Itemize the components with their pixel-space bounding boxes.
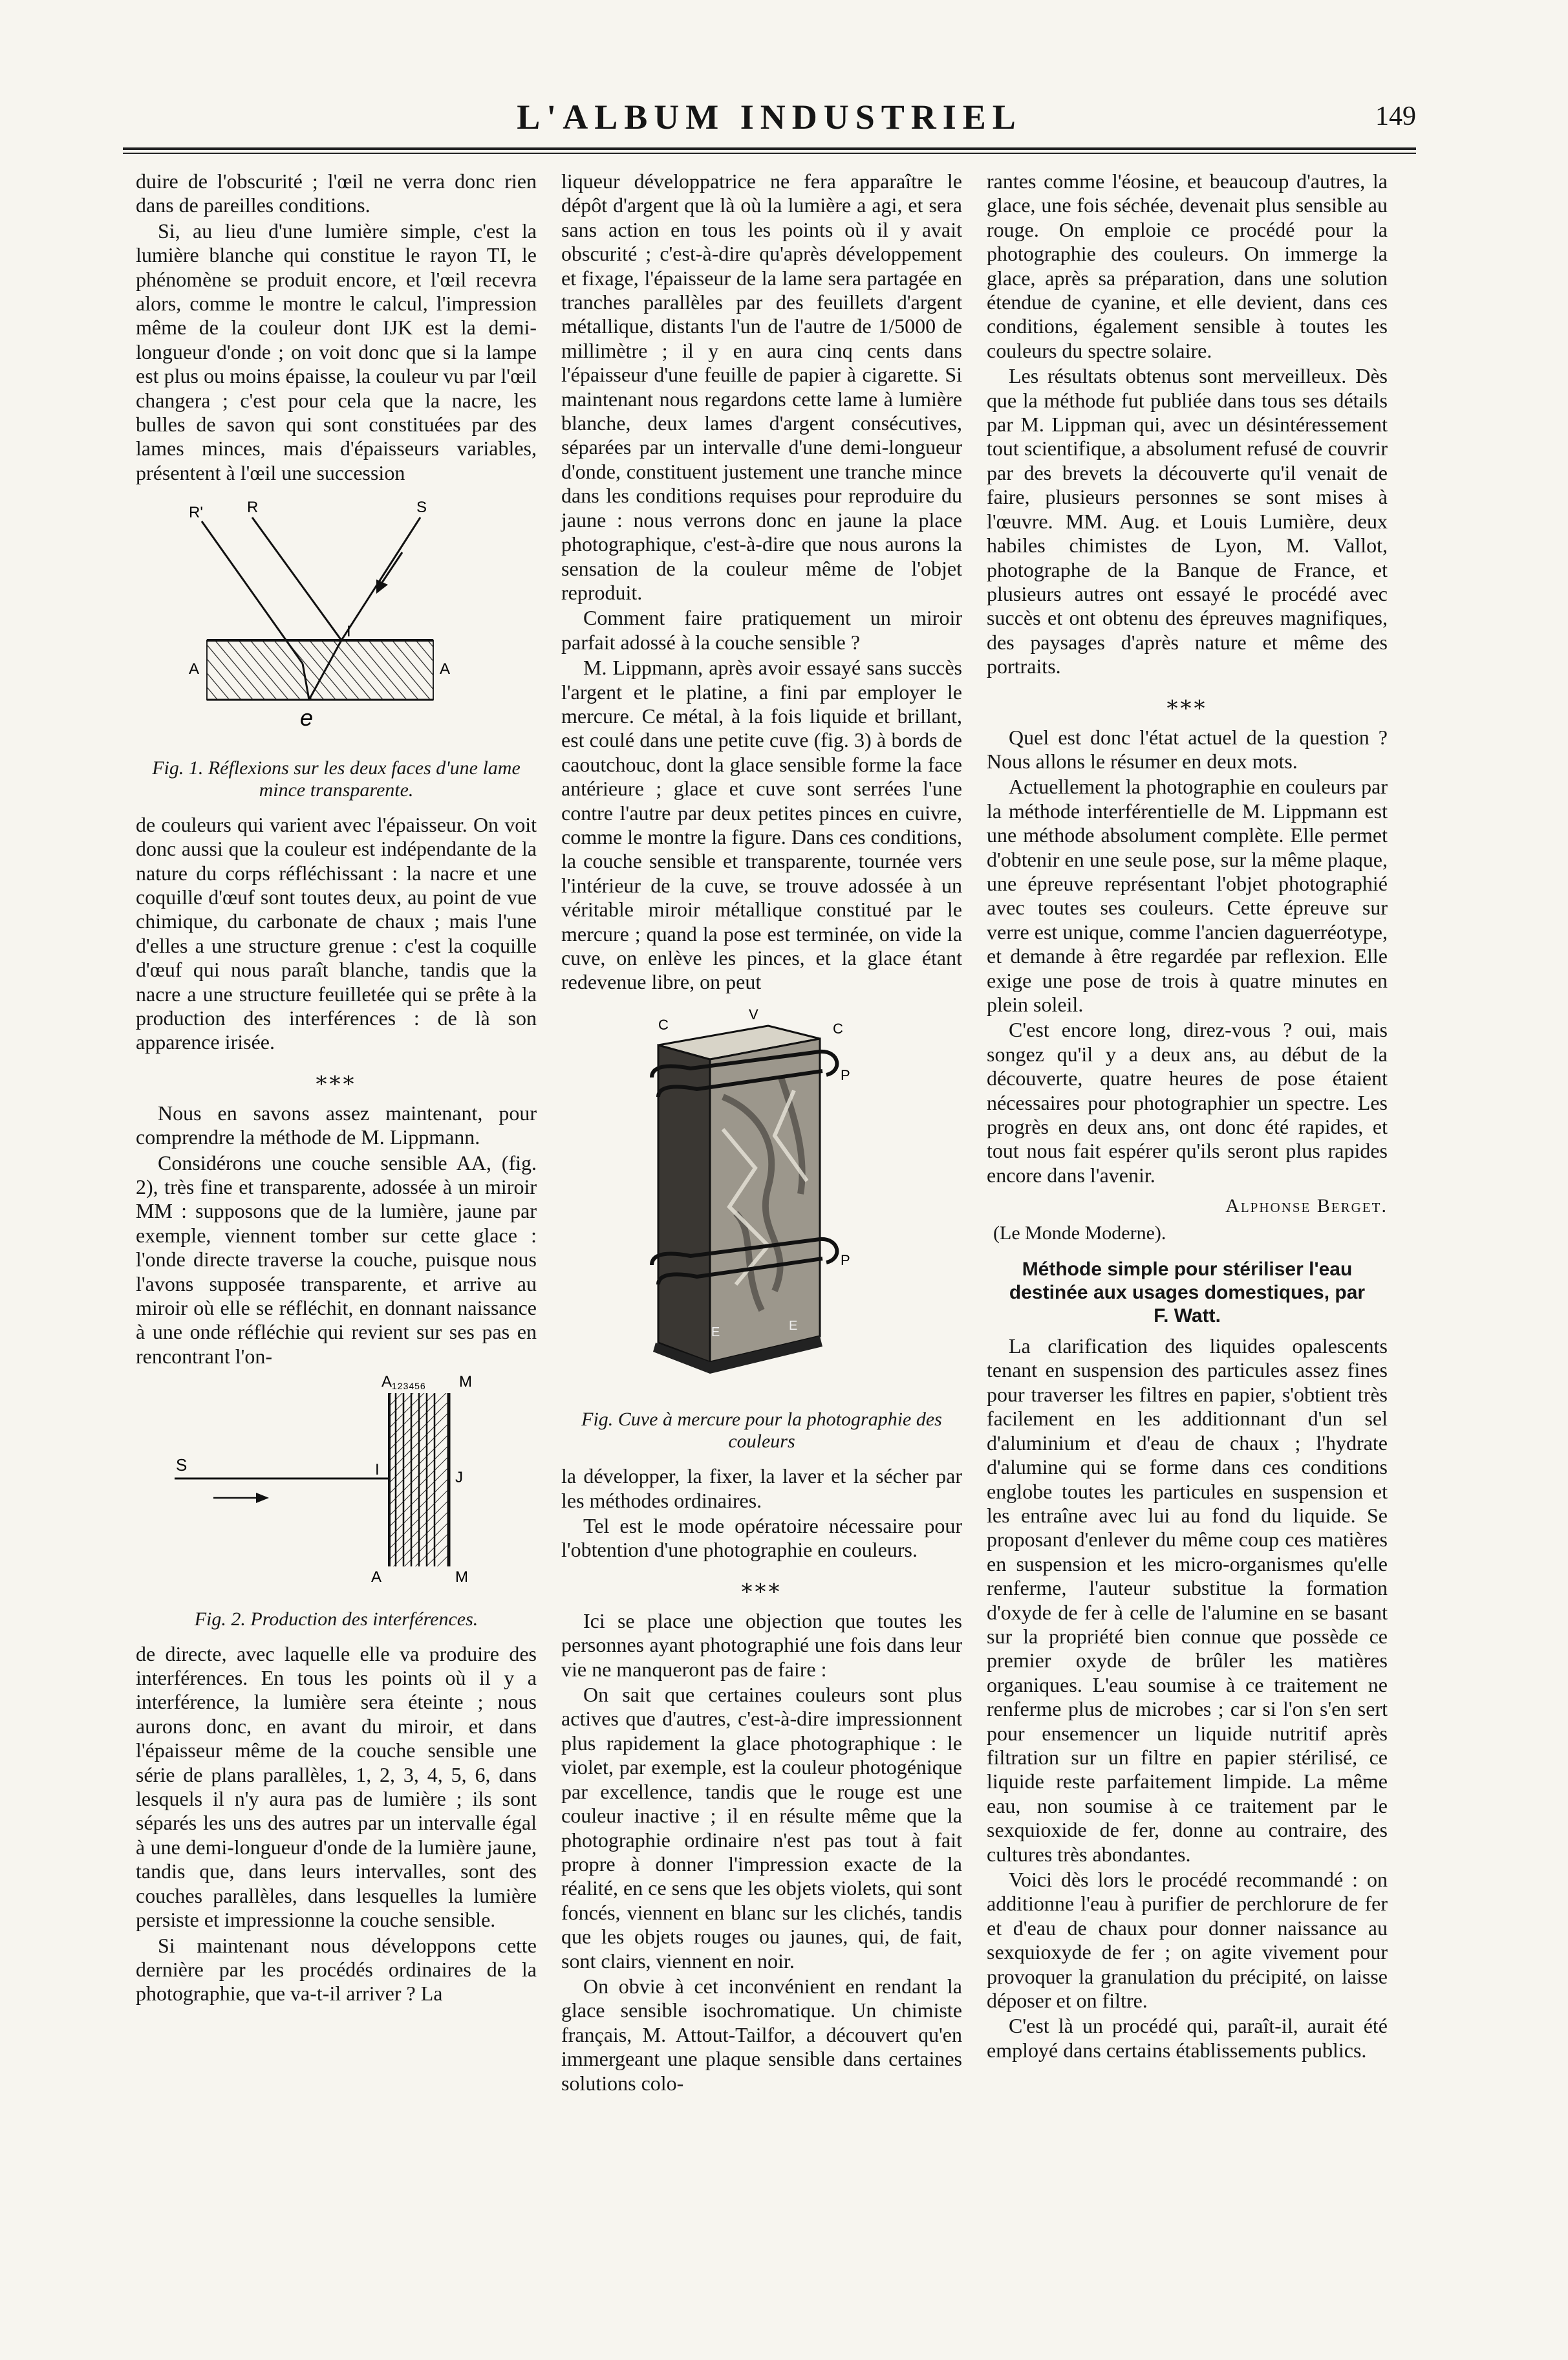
page-number: 149 — [1375, 102, 1416, 131]
paragraph: la développer, la fixer, la laver et la sécher par les méthodes ordinaires. — [561, 1464, 962, 1512]
paragraph: Si, au lieu d'une lumière simple, c'est la lumière blanche qui constitue le rayon TI, le phénomène se produit encore, et l'œil recevra alors, comme le montre le calcul, l'impression même de la couleur dont IJK est la demi-longueur d'onde ; on voit donc que si la lampe est plus ou moins épaisse, la couleur vu par l'œil changera ; c'est pour cela que la nacre, les bulles de savon qui sont constituées par des lames minces, mais d'épaisseurs variables, présentent à l'œil une succession — [136, 219, 537, 484]
label-s: S — [176, 1455, 188, 1475]
section-separator: ⁎⁎⁎ — [741, 1573, 782, 1597]
label-a-top: A — [381, 1374, 392, 1391]
tank-glass-face — [658, 1045, 710, 1362]
paragraph: duire de l'obscurité ; l'œil ne verra donc rien dans de pareilles conditions. — [136, 169, 537, 217]
label-m-top: M — [459, 1374, 472, 1391]
label-i: I — [347, 623, 351, 641]
label-c1: C — [658, 1016, 669, 1033]
figure-1 — [136, 490, 537, 754]
paragraph: de couleurs qui varient avec l'épaisseur. On voit donc aussi que la couleur est indépendante de la nature du corps réfléchissant : la nacre et une coquille d'œuf sont toutes deux, au point de vue chimique, du carbonate de chaux ; mais l'une d'elles a une structure grenue : c'est la coquille d'œuf qui nous paraît blanche, tandis que la nacre a une structure feuilletée qui se prête à la production des interférences : de là son apparence irisée. — [136, 812, 537, 1054]
label-s: S — [416, 499, 427, 517]
section-separator: ⁎⁎⁎ — [316, 1065, 357, 1090]
paragraph: Ici se place une objection que toutes les personnes ayant photographié une fois dans leur vie ne manqueront pas de faire : — [561, 1608, 962, 1681]
direction-arrow-head — [256, 1493, 269, 1503]
figure-1-caption: Fig. 1. Réflexions sur les deux faces d'une lame mince transparente. — [152, 757, 521, 801]
thin-film-reflection-diagram — [136, 490, 537, 749]
label-a-bottom: A — [371, 1568, 382, 1586]
mercury-tank-illustration — [561, 1000, 962, 1401]
label-v: V — [749, 1006, 758, 1023]
label-e2: E — [789, 1318, 798, 1333]
masthead — [123, 97, 1416, 142]
source-credit: (Le Monde Moderne). — [993, 1222, 1166, 1244]
incident-arrow — [381, 552, 402, 583]
figure-3-caption: Fig. Cuve à mercure pour la photographie des couleurs — [581, 1409, 942, 1453]
paragraph: liqueur développatrice ne fera apparaître le dépôt d'argent que là où la lumière a agi, et sera sans action en tous les points où il y avait obscurité ; c'est-à-dire qu'après développement et fixage, l'épaisseur de la lame sera partagée en tranches parallèles par des feuillets d'argent métallique, distants l'un de l'autre de 1/5000 de millimètre ; il y en aura cinq cents dans l'épaisseur d'une feuille de papier à cigarette. Si maintenant nous regardons cette lame à lumière blanche, deux lames d'argent consécutives, séparées par un intervalle d'une demi-longueur d'onde, constituent justement une tranche mince dans les conditions requises pour reproduire du jaune : nous verrons donc en jaune la place photographique, c'est-à-dire que nous aurons la sensation de la couleur même de l'objet reproduit. — [561, 169, 962, 604]
thin-film-layer — [207, 640, 433, 700]
paragraph: Les résultats obtenus sont merveilleux. Dès que la méthode fut publiée dans tous ses détails par M. Lippman qui, avec un désintéressement tout scientifique, a absolument refusé de couvrir par des brevets la découverte qu'il venait de faire, plusieurs personnes se sont mises à l'œuvre. MM. Aug. et Louis Lumière, deux habiles chimistes de Lyon, M. Vallot, photographe de la Banque de France, et plusieurs autres ont essayé le procédé avec succès et ont obtenu des épreuves magnifiques, des paysages d'après nature et même des portraits. — [987, 364, 1388, 678]
paragraph: Tel est le mode opératoire nécessaire pour l'obtention d'une photographie en couleurs. — [561, 1514, 962, 1562]
label-p2: P — [841, 1251, 850, 1268]
paragraph: On sait que certaines couleurs sont plus actives que d'autres, c'est-à-dire impressionnent plus rapidement la glace photographique : le violet, par exemple, est la couleur photogénique par excellence, tandis que le rouge est une couleur inactive ; il en résulte même que la photographie ordinaire n'est pas tout à fait propre à donner l'impression exacte de la réalité, en ce sens que les objets violets, qui sont foncés, viennent en blanc sur les clichés, tandis que les objets rouges ou jaunes, qui, de fait, sont clairs, viennent en noir. — [561, 1683, 962, 1973]
plane-numbers: 123456 — [392, 1381, 426, 1392]
paragraph: rantes comme l'éosine, et beaucoup d'autres, la glace, une fois séchée, devenait plus sensible au rouge. On emploie ce procédé pour la photographie des couleurs. On immerge la glace, après sa préparation, dans une solution étendue de cyanine, et elle devient, dans ces conditions, également sensible à toutes les couleurs du spectre solaire. — [987, 169, 1388, 362]
label-j: J — [455, 1469, 463, 1487]
article-heading: Méthode simple pour stériliser l'eau destinée aux usages domestiques, par F. Watt. — [1009, 1259, 1366, 1327]
paragraph: Nous en savons assez maintenant, pour comprendre la méthode de M. Lippmann. — [136, 1101, 537, 1149]
reflected-ray-r — [252, 517, 341, 640]
interference-diagram — [136, 1374, 537, 1600]
label-a-left: A — [189, 660, 200, 678]
figure-2 — [136, 1374, 537, 1605]
label-e: e — [300, 704, 314, 731]
label-m-bottom: M — [455, 1568, 468, 1586]
paragraph: Si maintenant nous développons cette dernière par les procédés ordinaires de la photographie, que va-t-il arriver ? La — [136, 1933, 537, 2006]
paragraph: Quel est donc l'état actuel de la question ? Nous allons le résumer en deux mots. — [987, 725, 1388, 773]
paragraph: On obvie à cet inconvénient en rendant la glace sensible isochromatique. Un chimiste français, M. Attout-Tailfor, a découvert qu'en immergeant une plaque sensible dans certaines solutions colo- — [561, 1974, 962, 2095]
paragraph: de directe, avec laquelle elle va produire des interférences. En tous les points où il y a interférence, la lumière sera éteinte ; nous aurons donc, en avant du miroir, et dans l'épaisseur même de la couche sensible une série de plans parallèles, 1, 2, 3, 4, 5, 6, dans lesquels il n'y aura pas de lumière ; ils sont séparés les uns des autres par un intervalle égal à une demi-longueur d'onde de la lumière jaune, tandis que, dans leurs intervalles, sont des couches parallèles, dans lesquelles la lumière persiste et impressionne la couche sensible. — [136, 1641, 537, 1932]
paragraph: Considérons une couche sensible AA, (fig. 2), très fine et transparente, adossée à un miroir MM : supposons que de la lumière, jaune par exemple, viennent tomber sur cette glace : l'onde directe traverse la couche, puisque nous l'avons supposée transparente, et arrive au miroir où elle se réfléchit, en donnant naissance à une onde réfléchie qui revient sur ses pas en rencontrant l'on- — [136, 1151, 537, 1368]
section-separator: ⁎⁎⁎ — [1166, 689, 1208, 714]
figure-3 — [561, 1000, 962, 1406]
paragraph: La clarification des liquides opalescents tenant en suspension des particules assez fines pour traverser les filtres en papier, s'obtient très facilement en les additionnant d'un sel d'aluminium et d'eau de chaux ; l'hydrate d'alumine qui se forme dans ces conditions englobe toutes les particules en suspension et les entraîne avec lui au fond du liquide. Se proposant d'enlever du même coup ces matières en suspension et les micro-organismes qu'elle renferme, l'auteur substitue la formation d'oxyde de fer à celle de l'alumine en se basant sur la propriété bien connue que possède ce premier oxyde de brûler les matières organiques. L'eau soumise à ce traitement ne renferme plus de microbes ; car si l'on s'en sert pour ensemencer un liquide nutritif après filtration sur un filtre en papier stérilisé, ce liquide reste parfaitement limpide. La même eau, non soumise à ce traitement par le sexquioxide de fer, donne au contraire, des cultures très abondantes. — [987, 1334, 1388, 1866]
label-i: I — [375, 1461, 380, 1479]
paragraph: Actuellement la photographie en couleurs par la méthode interférentielle de M. Lippmann est une méthode absolument complète. Elle permet d'obtenir en une seule pose, sur la même plaque, une épreuve représentant l'objet photographié avec toutes ses couleurs. Cette épreuve sur verre est unique, comme l'ancien daguerréotype, et demande à être regardée par reflexion. Elle exige une pose de trois à quatre minutes en plein soleil. — [987, 775, 1388, 1016]
column-2 — [561, 169, 962, 2095]
paragraph: C'est là un procédé qui, paraît-il, aurait été employé dans certains établissements publics. — [987, 2014, 1388, 2062]
column-3 — [987, 169, 1388, 2062]
paragraph: Comment faire pratiquement un miroir parfait adossé à la couche sensible ? — [561, 606, 962, 654]
label-r: R — [247, 499, 259, 517]
incident-ray-s — [341, 517, 420, 640]
label-r1: R' — [189, 504, 203, 522]
figure-2-caption: Fig. 2. Production des interférences. — [194, 1608, 478, 1630]
header-rule-bottom — [123, 153, 1416, 154]
column-1 — [136, 169, 537, 2006]
paragraph: C'est encore long, direz-vous ? oui, mais songez qu'il y a deux ans, au début de la découverte, quatre heures de pose étaient nécessaires pour photographier un spectre. Les progrès en deux ans, ont donc été rapides, et tout nous fait espérer qu'ils seront plus rapides encore dans l'avenir. — [987, 1018, 1388, 1187]
header-rule-top — [123, 147, 1416, 150]
paragraph: M. Lippmann, après avoir essayé sans succès l'argent et le platine, a fini par employer le mercure. Ce métal, à la fois liquide et brillant, est coulé dans une petite cuve (fig. 3) à bords de caoutchouc, dont la glace sensible forme la face antérieure ; glace et cuve sont serrées l'une contre l'autre par deux petites pinces en cuivre, comme le montre la figure. Dans ces conditions, la couche sensible et transparente, tournée vers l'intérieur de la cuve, se trouve adossée à un véritable miroir métallique constitué par le mercure ; quand la pose est terminée, on vide la cuve, on enlève les pinces, et la glace étant redevenue libre, on peut — [561, 656, 962, 994]
paragraph: Voici dès lors le procédé recommandé : on additionne l'eau à purifier de perchlorure de fer et d'eau de chaux pour donner naissance au sexquioxyde de fer ; on agite vivement pour provoquer la granulation du précipité, on laisse déposer et on filtre. — [987, 1868, 1388, 2013]
label-e1: E — [711, 1325, 720, 1339]
label-p1: P — [841, 1066, 850, 1083]
journal-title: L'ALBUM INDUSTRIEL — [517, 98, 1022, 136]
label-c2: C — [833, 1020, 843, 1037]
label-a-right: A — [440, 660, 451, 678]
author-signature: Alphonse Berget. — [1225, 1195, 1388, 1217]
